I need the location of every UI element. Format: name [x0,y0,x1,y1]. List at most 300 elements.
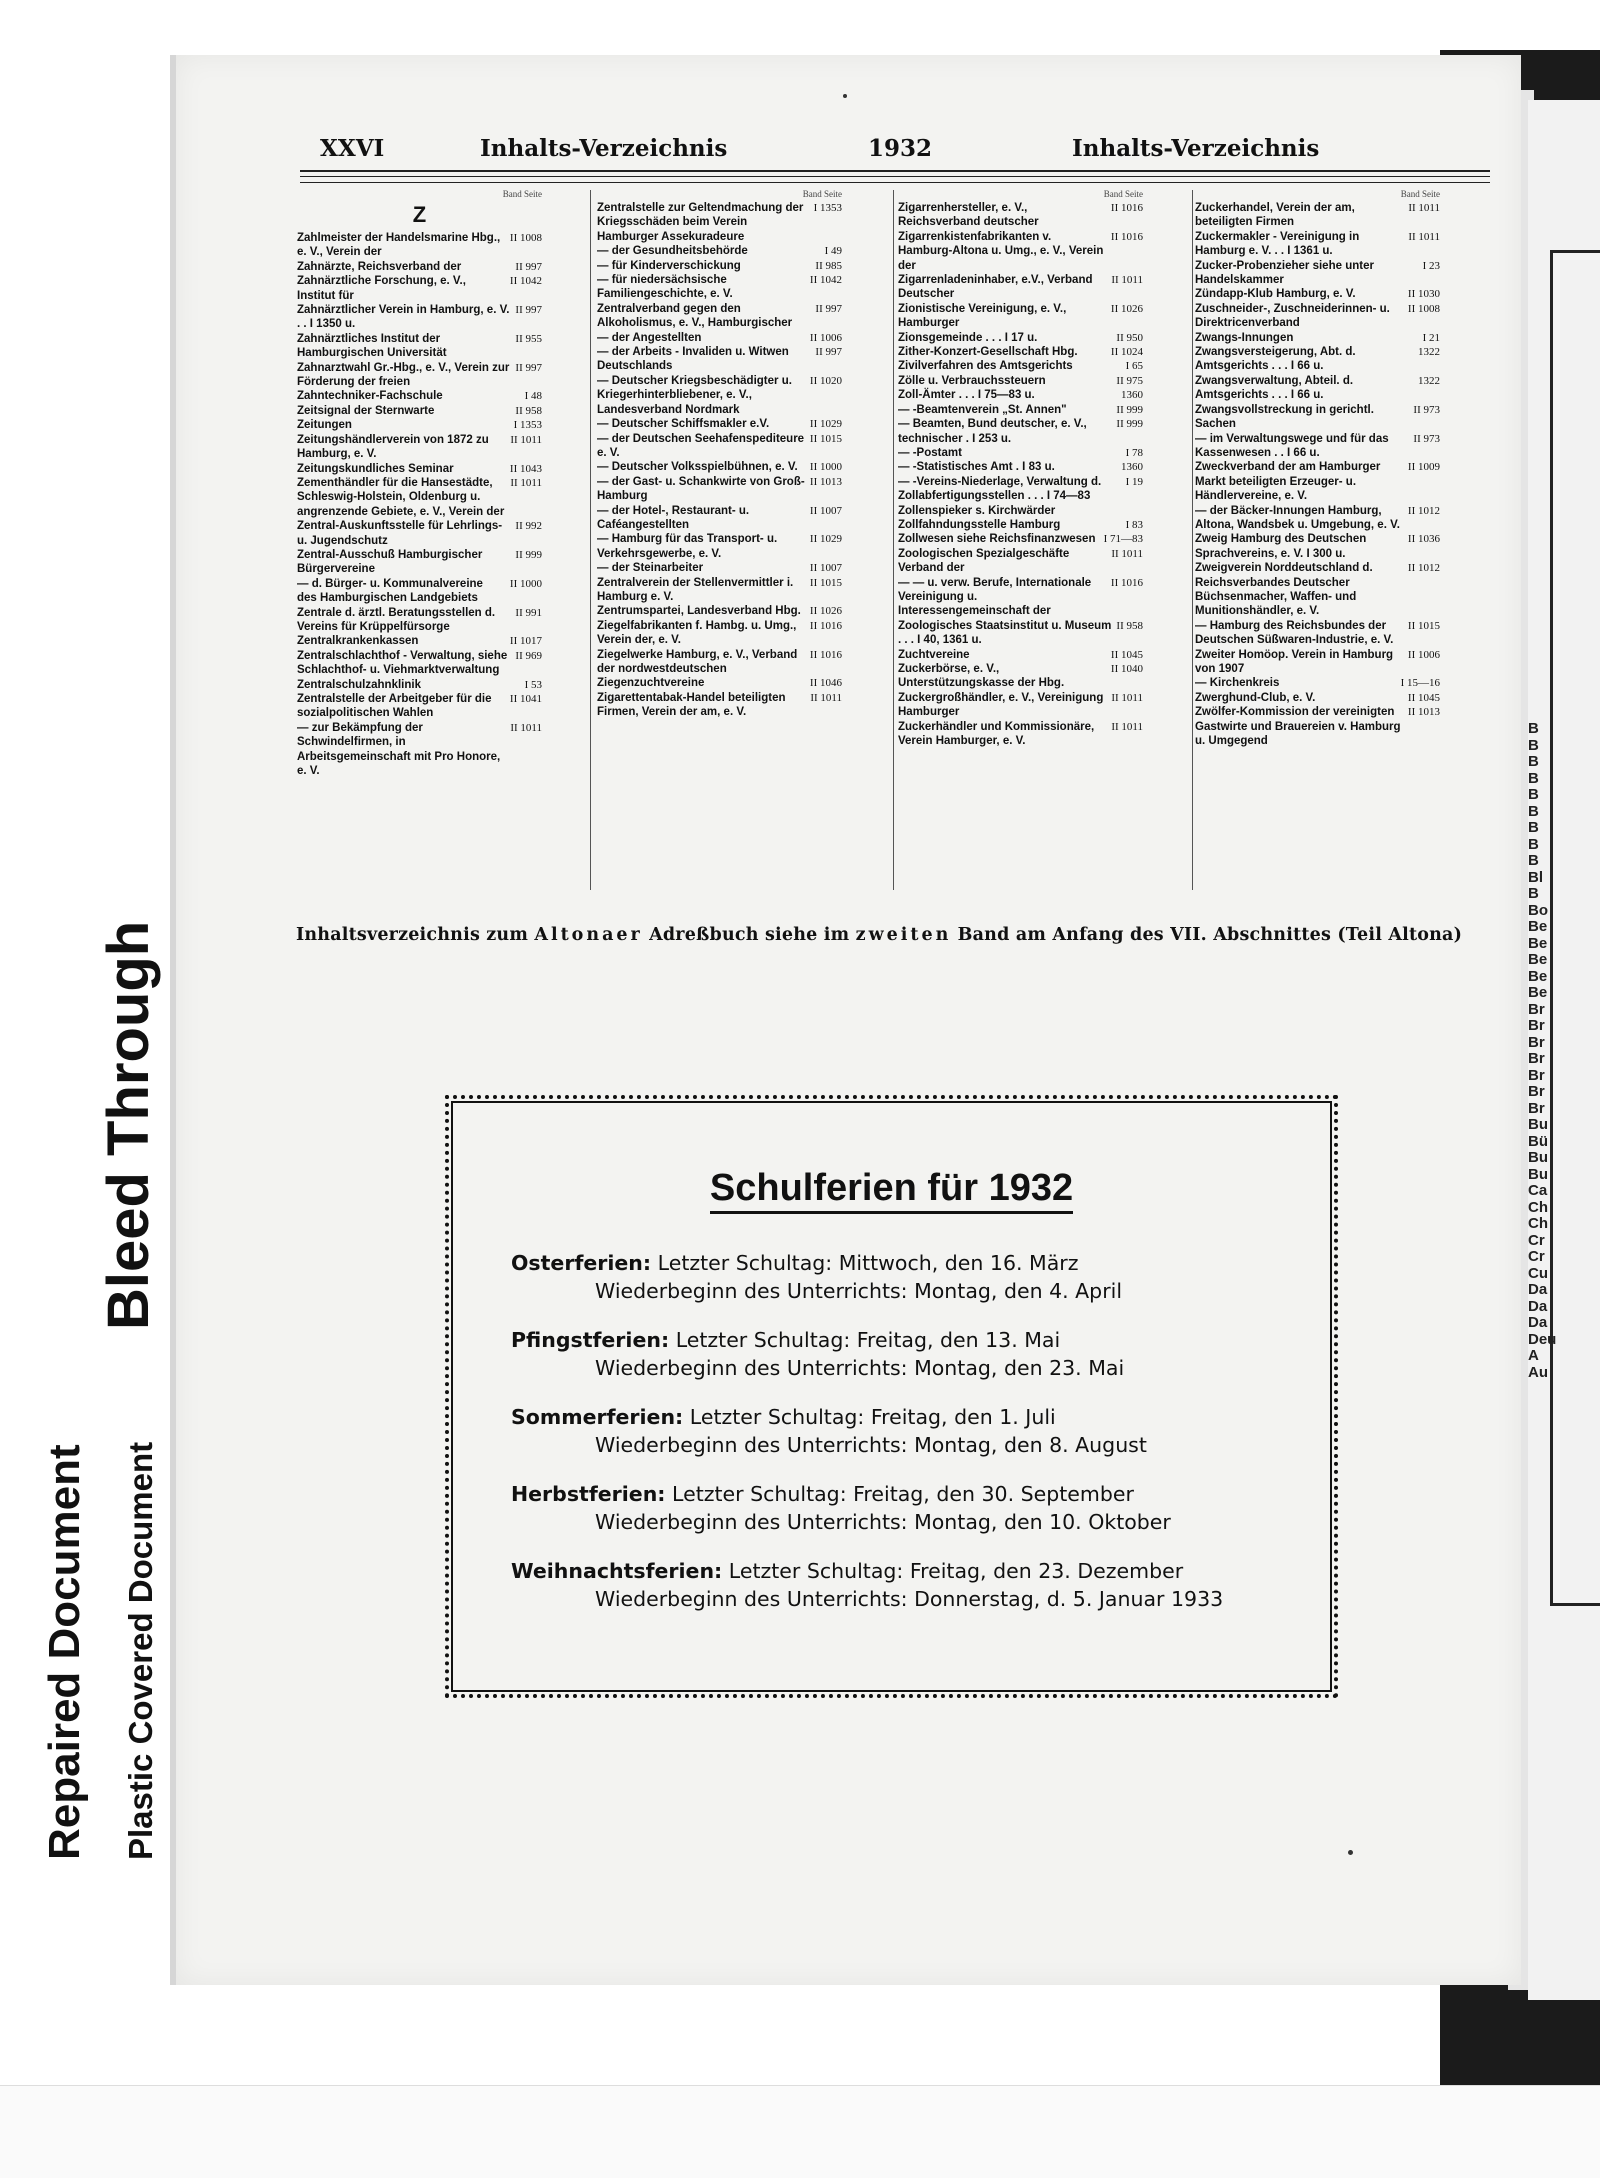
index-entry [898,345,1143,359]
entry-title: Zwerghund-Club, e. V. [1195,691,1316,704]
entry-reference: II 1012 [1407,504,1440,517]
entry-reference: I 65 [1125,360,1143,373]
entry-title: — -Beamtenverein „St. Annen" [898,403,1067,416]
index-entry [1195,403,1440,432]
entry-title: Zollenspieker s. Kirchwärder [898,504,1056,517]
header-rule-thick [300,170,1490,172]
index-entry [898,547,1143,576]
entry-title: Zentralverein der Stellenvermittler i. Hamburg e. V. [597,576,794,603]
entry-title: Zwölfer-Kommission der vereinigten Gastwirte und Brauereien v. Hamburg u. Umgegend [1195,706,1401,748]
entry-reference: II 955 [515,332,542,345]
entry-title: Zuschneider-, Zuschneiderinnen- u. Direktricenverband [1195,302,1390,330]
entry-reference: I 53 [524,678,542,691]
entry-reference: II 1026 [809,605,842,618]
index-entry [898,691,1143,720]
entry-title: Zuckergroßhändler, e. V., Vereinigung Hamburger [898,691,1104,719]
adjacent-page-fragment: Cu [1528,1264,1548,1282]
index-entry [597,475,842,504]
entry-reference: II 1011 [1408,230,1440,243]
entry-reference: II 1015 [809,432,842,445]
entry-title: Zigarrenhersteller, e. V., Reichsverband deutscher [898,202,1039,229]
index-entry [597,676,842,690]
index-entry [898,273,1143,302]
entry-title: Zahnärztliche Forschung, e. V., Institut für [297,275,466,302]
entry-title: Zweiter Homöop. Verein in Hamburg von 1907 [1195,648,1394,675]
index-entry [597,576,842,605]
entry-title: Zuckerbörse, e. V., Unterstützungskasse der Hbg. [898,663,1065,690]
index-entry [898,331,1143,345]
entry-reference: II 1024 [1110,346,1143,359]
index-entry [597,345,842,374]
index-entry [898,576,1143,619]
entry-reference: II 1011 [1408,202,1440,214]
index-entry [297,404,542,418]
entry-reference: II 992 [515,520,542,533]
entry-title: Zuckerhandel, Verein der am, beteiligten Firmen [1195,202,1355,229]
entry-title: — der Gesundheitsbehörde [597,245,748,258]
entry-reference: I 78 [1125,446,1143,459]
adjacent-page-fragment: Br [1528,1083,1545,1100]
column-divider [893,190,894,890]
index-entry [1195,561,1440,619]
entry-reference: I 19 [1125,475,1143,488]
entry-reference: I 71—83 [1103,533,1143,546]
label-bleed-through: Bleed Through [96,920,161,1330]
index-entry [1195,345,1440,374]
index-entry [597,604,842,618]
entry-reference: 1360 [1121,461,1143,474]
entry-title: — der Hotel-, Restaurant- u. Caféangestellten [597,504,750,531]
adjacent-page-fragment: Deu [1528,1330,1557,1348]
adjacent-page-fragment: Au [1528,1363,1548,1381]
entry-reference: II 1011 [510,721,542,734]
entry-title: Zeitungskundliches Seminar [297,462,454,475]
entry-reference: II 1000 [809,461,842,474]
entry-reference: II 1046 [809,677,842,690]
adjacent-page-fragment: Br [1528,1066,1545,1084]
index-entry [297,548,542,577]
entry-reference: II 997 [515,260,542,273]
entry-title: Zeitungen [297,419,352,432]
index-entry [297,606,542,635]
adjacent-page-fragment: Cr [1528,1248,1545,1265]
adjacent-page-fragment: Ca [1528,1182,1548,1199]
adjacent-page-fragment: Be [1528,951,1548,968]
holiday-name: Pfingstferien: [511,1328,670,1352]
header-rule-thin [300,176,1490,177]
entry-title: Zionsgemeinde . . . I 17 u. [898,331,1038,344]
holiday-term [511,1557,1223,1613]
entry-title: — Hamburg für das Transport- u. Verkehrsgewerbe, e. V. [597,533,778,560]
footnote-zweiten: zweiten [855,925,952,945]
entry-reference: II 1029 [809,533,842,546]
index-entry [597,259,842,273]
entry-title: Zionistische Vereinigung, e. V., Hamburger [898,302,1067,330]
entry-title: — der Angestellten [597,331,702,344]
index-entry [1195,331,1440,345]
entry-title: — -Statistisches Amt . I 83 u. [898,461,1055,474]
band-seite-label: Band Seite [502,189,542,199]
holiday-name: Herbstferien: [511,1482,666,1506]
entry-title: — -Postamt [898,446,962,459]
index-entry [597,201,842,244]
index-entry [898,201,1143,230]
adjacent-page-fragment: Bu [1528,1116,1548,1133]
page-header [320,135,1490,175]
entry-title: — für Kinderverschickung [597,259,741,272]
index-entry [898,446,1143,460]
entry-title: Zentral-Auskunftsstelle für Lehrlings- u. Jugendschutz [297,520,503,547]
index-entry [597,273,842,302]
holiday-name: Osterferien: [511,1251,652,1275]
scan-bottom-edge [0,2085,1600,2178]
label-repaired-document: Repaired Document [40,1444,89,1860]
index-column-1 [297,187,542,897]
entry-reference: II 973 [1413,432,1440,445]
entry-reference: II 985 [815,259,842,272]
entry-reference: II 1045 [1407,691,1440,704]
adjacent-page-fragment: Da [1528,1314,1548,1331]
entry-title: — Hamburg des Reichsbundes der Deutschen Süßwaren-Industrie, e. V. [1195,619,1394,647]
entry-reference: II 1000 [509,577,542,590]
entry-title: — der Deutschen Seehafenspediteure e. V. [597,432,805,459]
entry-title: — -Vereins-Niederlage, Verwaltung d. [898,475,1102,488]
holiday-term [511,1403,1147,1459]
entry-reference: 1322 [1418,346,1440,359]
holiday-name: Sommerferien: [511,1405,684,1429]
entry-title: — Deutscher Schiffsmakler e.V. [597,418,770,431]
entry-title: Zündapp-Klub Hamburg, e. V. [1195,288,1356,301]
entry-reference: II 1016 [1110,576,1143,589]
footnote-text: Inhaltsverzeichnis zum [296,925,535,945]
index-entry [297,260,542,274]
index-entry [297,332,542,361]
entry-reference: II 1015 [1407,619,1440,632]
entry-title: Zither-Konzert-Gesellschaft Hbg. [898,346,1078,359]
entry-title: Zollwesen siehe Reichsfinanzwesen [898,533,1096,546]
adjacent-page-fragment: B [1528,835,1539,853]
holiday-last-day: Letzter Schultag: Freitag, den 23. Dezember [728,1559,1184,1583]
entry-reference: I 21 [1422,331,1440,344]
index-entry [597,691,842,720]
page-number: XXVI [320,135,385,162]
adjacent-page-fragment: Br [1528,1050,1545,1067]
entry-title: Zentrale d. ärztl. Beratungsstellen d. Vereins für Krüppelfürsorge [297,606,496,633]
entry-title: — für niedersächsische Familiengeschichte, e. V. [597,274,733,301]
entry-reference: II 1016 [809,648,842,661]
entry-reference: II 1041 [509,693,542,705]
entry-title: Zigarrenkistenfabrikanten v. Hamburg-Altona u. Umg., e. V., Verein der [898,230,1104,272]
entry-title: — im Verwaltungswege und für das Kassenwesen . . I 66 u. [1195,432,1389,459]
index-entry [1195,691,1440,705]
entry-reference: II 1042 [809,274,842,287]
entry-reference: II 1007 [809,562,842,575]
adjacent-page-frame [1550,250,1600,1606]
entry-reference: I 1353 [513,419,542,432]
entry-title: Zigarrenladeninhaber, e.V., Verband Deutscher [898,274,1093,301]
entry-title: Zentralschlachthof - Verwaltung, siehe Schlachthof- u. Viehmarktverwaltung [297,649,508,677]
entry-reference: II 1020 [809,374,842,387]
entry-title: Zahntechniker-Fachschule [297,390,443,403]
entry-title: Zoll-Ämter . . . I 75—83 u. [898,389,1035,402]
entry-reference: II 1011 [1111,547,1143,560]
entry-title: Zentralstelle der Arbeitgeber für die sozialpolitischen Wahlen [297,693,492,720]
adjacent-page-fragment: Be [1528,984,1548,1001]
band-seite-label: Band Seite [1103,189,1143,199]
entry-reference: II 975 [1116,374,1143,387]
entry-title: — zur Bekämpfung der Schwindelfirmen, in Arbeitsgemeinschaft mit Pro Honore, e. V. [297,721,501,778]
entry-reference: II 1011 [1111,274,1143,287]
entry-reference: II 991 [515,606,542,619]
entry-reference: II 997 [515,361,542,374]
index-entry [1195,648,1440,677]
index-entry [898,532,1143,546]
entry-title: Ziegelfabrikanten f. Hambg. u. Umg., Verein der, e. V. [597,619,797,647]
entry-title: — der Bäcker-Innungen Hamburg, Altona, Wandsbek u. Umgebung, e. V. [1195,504,1400,531]
index-entry [898,460,1143,474]
index-entry [597,561,842,575]
footnote-text: Band am Anfang des VII. Abschnittes (Teil Altona) [951,925,1463,945]
entry-reference: II 973 [1413,403,1440,416]
entry-reference: I 15—16 [1400,677,1440,690]
entry-title: Zivilverfahren des Amtsgerichts [898,360,1073,373]
index-entry [297,577,542,606]
adjacent-page-fragment: B [1528,720,1539,737]
index-entry [597,532,842,561]
index-entry [597,504,842,533]
entry-title: Ziegenzuchtvereine [597,677,705,690]
adjacent-page-fragment: Br [1528,1017,1545,1034]
entry-title: — d. Bürger- u. Kommunalvereine des Hamburgischen Landgebiets [297,577,483,605]
index-entry [597,460,842,474]
index-entry [1195,259,1440,288]
index-entry [297,692,542,721]
entry-reference: II 1016 [1110,202,1143,214]
entry-title: Zentrumspartei, Landesverband Hbg. [597,605,801,618]
index-entry [597,374,842,417]
holiday-last-day: Letzter Schultag: Freitag, den 30. September [672,1482,1134,1506]
adjacent-page-fragment: Bl [1528,868,1543,886]
entry-title: Zucker-Probenzieher siehe unter Handelskammer [1195,259,1374,287]
entry-reference: II 958 [1116,619,1143,632]
adjacent-page-fragment: B [1528,885,1539,902]
entry-reference: II 1040 [1110,663,1143,675]
print-speck [1348,1850,1353,1855]
index-entry [597,331,842,345]
index-entry [597,432,842,461]
adjacent-page-fragment: Cr [1528,1231,1545,1249]
index-entry [898,417,1143,446]
index-entry [297,476,542,519]
entry-title: Zölle u. Verbrauchssteuern [898,374,1046,387]
footnote-altonaer: Altonaer [534,925,643,945]
adjacent-page-fragment: Da [1528,1281,1548,1298]
index-entry [898,388,1143,402]
holiday-term [511,1249,1122,1305]
entry-title: Zuckerhändler und Kommissionäre, Verein Hamburger, e. V. [898,720,1095,748]
entry-reference: II 997 [815,346,842,359]
entry-title: Zollabfertigungsstellen . . . I 74—83 [898,490,1091,503]
index-entry [898,662,1143,691]
entry-reference: II 1011 [1111,720,1143,733]
column-divider [1192,190,1193,890]
holiday-last-day: Letzter Schultag: Freitag, den 13. Mai [675,1328,1061,1352]
index-entry [297,721,542,779]
entry-reference: II 1013 [1407,706,1440,719]
index-entry [898,489,1143,503]
entry-reference: II 1029 [809,418,842,431]
holiday-term [511,1480,1171,1536]
entry-title: Zigarettentabak-Handel beteiligten Firmen, Verein der am, e. V. [597,691,786,719]
adjacent-page-fragment: B [1528,802,1539,820]
index-entry [898,230,1143,273]
entry-reference: II 1016 [1110,230,1143,243]
header-year: 1932 [868,135,933,162]
holidays-title [449,1167,1334,1210]
index-entry [297,462,542,476]
entry-reference: II 1017 [509,635,542,648]
index-entry [898,475,1143,489]
header-left-title: Inhalts-Verzeichnis [480,135,728,162]
entry-reference: I 23 [1422,259,1440,272]
entry-reference: II 1008 [1407,302,1440,315]
index-entry [1195,302,1440,331]
entry-reference: II 1009 [1407,461,1440,474]
entry-title: Zentralverband gegen den Alkoholismus, e. V., Hamburgischer [597,302,793,330]
entry-reference: II 1012 [1407,562,1440,575]
adjacent-page-fragment: Bü [1528,1132,1548,1150]
header-rule-bottom [300,182,1490,183]
index-entry [1195,201,1440,230]
entry-reference: II 1045 [1110,648,1143,661]
holidays-title-text: Schulferien für 1932 [710,1167,1073,1214]
index-entry [1195,619,1440,648]
entry-reference: II 1011 [810,691,842,704]
entry-reference: II 1036 [1407,533,1440,546]
holiday-resume-day: Wiederbeginn des Unterrichts: Montag, den 4. April [595,1279,1123,1303]
adjacent-page-fragment: Br [1528,1033,1545,1051]
footnote-text: Adreßbuch siehe im [642,925,856,945]
index-entry [1195,676,1440,690]
index-entry [898,374,1143,388]
adjacent-page-fragment: Da [1528,1297,1548,1315]
entry-title: Zuchtvereine [898,648,970,661]
index-entry [898,302,1143,331]
adjacent-page-fragment: Ch [1528,1198,1548,1216]
entry-reference: II 999 [515,548,542,561]
entry-reference: II 1016 [809,619,842,632]
adjacent-page-fragment: A [1528,1347,1539,1364]
index-entry [297,231,542,260]
entry-title: Zentralstelle zur Geltendmachung der Kriegsschäden beim Verein Hamburger Assekuradeure [597,202,804,243]
school-holidays-box [445,1095,1338,1698]
entry-title: — Beamten, Bund deutscher, e. V., technischer . I 253 u. [898,418,1087,445]
column-divider [590,190,591,890]
entry-title: Zoologischen Spezialgeschäfte Verband der [898,547,1070,575]
adjacent-page-fragment: Be [1528,918,1548,935]
adjacent-page-fragment: B [1528,819,1539,836]
index-entry [597,302,842,331]
entry-title: Ziegelwerke Hamburg, e. V., Verband der nordwestdeutschen [597,648,798,675]
index-entry [297,303,542,332]
index-entry [1195,705,1440,748]
entry-title: Zwangsvollstreckung in gerichtl. Sachen [1195,403,1374,431]
entry-title: Zahnarztwahl Gr.-Hbg., e. V., Verein zur Förderung der freien [297,361,510,389]
holiday-last-day: Letzter Schultag: Freitag, den 1. Juli [689,1405,1056,1429]
holiday-last-day: Letzter Schultag: Mittwoch, den 16. März [657,1251,1079,1275]
entry-title: Zeitsignal der Sternwarte [297,404,435,417]
index-entry [597,619,842,648]
adjacent-page-fragment: Be [1528,967,1548,985]
entry-title: Zweig Hamburg des Deutschen Sprachvereins, e. V. I 300 u. [1195,533,1367,560]
entry-reference: II 1007 [809,504,842,517]
entry-title: Zentralschulzahnklinik [297,678,421,691]
entry-title: — der Steinarbeiter [597,562,704,575]
print-speck [843,94,847,98]
entry-title: Zentralkrankenkassen [297,635,419,648]
entry-reference: II 1011 [1111,691,1143,704]
entry-reference: II 1013 [809,475,842,488]
index-entry [898,403,1143,417]
entry-title: Zwangs-Innungen [1195,331,1294,344]
index-entry [898,648,1143,662]
adjacent-page-fragment: Bu [1528,1149,1548,1166]
entry-title: Zwangsversteigerung, Abt. d. Amtsgerichts . . . I 66 u. [1195,346,1356,373]
index-entry [297,389,542,403]
adjacent-page-fragment: B [1528,753,1539,770]
entry-reference: I 48 [524,390,542,403]
entry-reference: 1360 [1121,389,1143,402]
entry-reference: II 999 [1116,403,1143,416]
adjacent-page-fragment: Ch [1528,1215,1548,1232]
entry-title: — Deutscher Volksspielbühnen, e. V. [597,461,798,474]
entry-title: — Kirchenkreis [1195,677,1280,690]
index-entry [297,678,542,692]
entry-title: — — u. verw. Berufe, Internationale Vereinigung u. Interessengemeinschaft der [898,576,1092,618]
index-entry [1195,374,1440,403]
adjacent-page-fragment: Br [1528,1099,1545,1117]
adjacent-page-fragment: B [1528,852,1539,869]
entry-title: Zoologisches Staatsinstitut u. Museum . . . I 40, 1361 u. [898,619,1112,647]
index-entry [1195,532,1440,561]
entry-reference: II 1026 [1110,302,1143,315]
entry-reference: II 1006 [809,331,842,344]
entry-reference: II 958 [515,404,542,417]
adjacent-page-fragment: Br [1528,1000,1545,1018]
holiday-name: Weihnachtsferien: [511,1559,723,1583]
index-entry [297,418,542,432]
entry-title: Zweckverband der am Hamburger Markt beteiligten Erzeuger- u. Händlervereine, e. V. [1195,461,1381,503]
index-column-4 [1195,187,1440,897]
entry-reference: II 1042 [509,275,542,288]
index-entry [297,649,542,678]
index-entry [898,518,1143,532]
letter-heading: Z [412,202,427,227]
adjacent-page-fragment: B [1528,769,1539,787]
index-entry [297,274,542,303]
entry-reference: II 1011 [510,476,542,489]
entry-title: — Deutscher Kriegsbeschädigter u. Kriegerhinterbliebener, e. V., Landesverband Nordmark [597,374,792,416]
index-entry [898,619,1143,648]
entry-title: Zahlmeister der Handelsmarine Hbg., e. V., Verein der [297,232,501,259]
entry-reference: I 83 [1125,518,1143,531]
header-right-title: Inhalts-Verzeichnis [1072,135,1320,162]
entry-title: Zahnärzte, Reichsverband der [297,260,462,273]
entry-title: — der Arbeits - Invaliden u. Witwen Deutschlands [597,346,789,373]
holiday-term [511,1326,1124,1382]
index-entry [898,720,1143,749]
entry-reference: II 1015 [809,576,842,589]
